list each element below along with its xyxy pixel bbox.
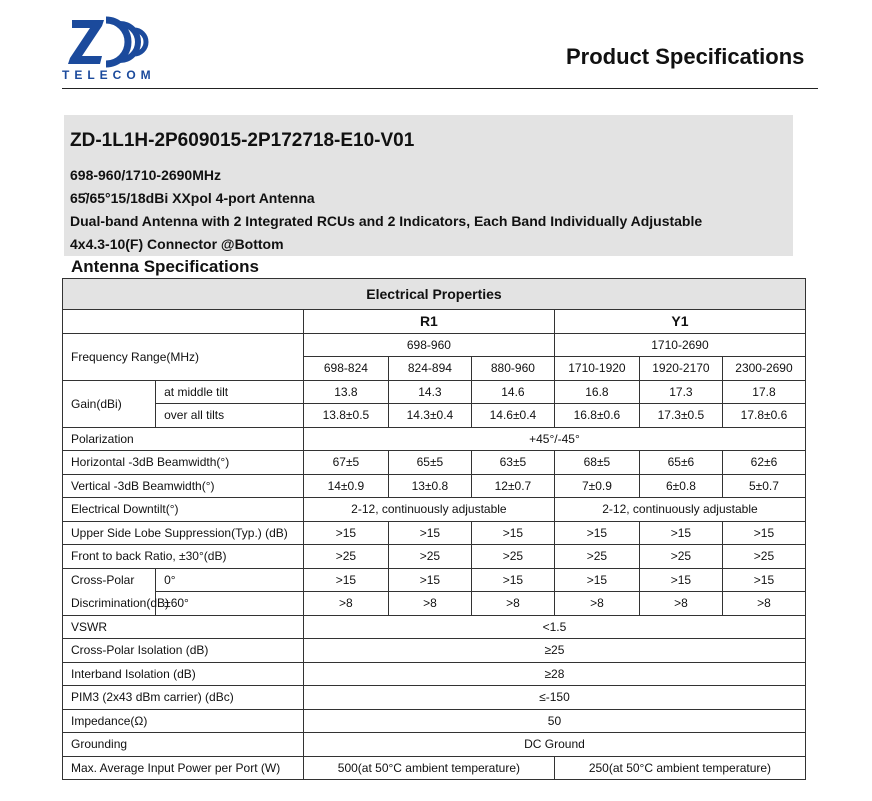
xpd-angle-60: ±60° xyxy=(156,592,304,616)
usls-value: >15 xyxy=(554,521,639,545)
gain-value: 14.3±0.4 xyxy=(388,404,471,428)
downtilt-y1: 2-12, continuously adjustable xyxy=(554,498,805,522)
r1-range: 698-960 xyxy=(303,333,554,357)
xpd-value: >8 xyxy=(388,592,471,616)
electrical-properties-table xyxy=(62,278,806,780)
y1-range: 1710-2690 xyxy=(554,333,805,357)
power-label: Max. Average Input Power per Port (W) xyxy=(63,756,304,780)
sub-band: 880-960 xyxy=(471,357,554,381)
gain-value: 14.6 xyxy=(471,380,554,404)
vbw-value: 5±0.7 xyxy=(722,474,805,498)
band-header-empty xyxy=(63,310,304,334)
hbw-value: 65±6 xyxy=(639,451,722,475)
impedance-label: Impedance(Ω) xyxy=(63,709,304,733)
gain-value: 16.8±0.6 xyxy=(554,404,639,428)
gain-value: 17.8±0.6 xyxy=(722,404,805,428)
model-number: ZD-1L1H-2P609015-2P172718-E10-V01 xyxy=(70,130,415,151)
usls-value: >15 xyxy=(471,521,554,545)
vbw-value: 12±0.7 xyxy=(471,474,554,498)
interband-label: Interband Isolation (dB) xyxy=(63,662,304,686)
vbw-value: 13±0.8 xyxy=(388,474,471,498)
vbw-value: 14±0.9 xyxy=(303,474,388,498)
impedance-value: 50 xyxy=(303,709,805,733)
sub-band: 824-894 xyxy=(388,357,471,381)
table-title: Electrical Properties xyxy=(63,279,806,310)
sub-band: 698-824 xyxy=(303,357,388,381)
power-y1: 250(at 50°C ambient temperature) xyxy=(554,756,805,780)
ftb-value: >25 xyxy=(554,545,639,569)
interband-value: ≥28 xyxy=(303,662,805,686)
document-title: Product Specifications xyxy=(566,44,805,69)
pim-value: ≤-150 xyxy=(303,686,805,710)
gain-value: 14.6±0.4 xyxy=(471,404,554,428)
xpd-value: >8 xyxy=(639,592,722,616)
xpd-value: >8 xyxy=(722,592,805,616)
xpd-label-1: Cross-Polar xyxy=(63,568,156,592)
gain-value: 13.8 xyxy=(303,380,388,404)
polarization-label: Polarization xyxy=(63,427,304,451)
hbw-value: 62±6 xyxy=(722,451,805,475)
usls-value: >15 xyxy=(722,521,805,545)
xpd-value: >8 xyxy=(554,592,639,616)
power-r1: 500(at 50°C ambient temperature) xyxy=(303,756,554,780)
xpd-value: >8 xyxy=(471,592,554,616)
sub-band: 2300-2690 xyxy=(722,357,805,381)
xpd-value: >15 xyxy=(722,568,805,592)
vswr-label: VSWR xyxy=(63,615,304,639)
gain-value: 17.8 xyxy=(722,380,805,404)
gain-value: 17.3±0.5 xyxy=(639,404,722,428)
downtilt-label: Electrical Downtilt(°) xyxy=(63,498,304,522)
usls-value: >15 xyxy=(639,521,722,545)
grounding-value: DC Ground xyxy=(303,733,805,757)
xpd-angle-0: 0° xyxy=(156,568,304,592)
xpi-value: ≥25 xyxy=(303,639,805,663)
description-line: Dual-band Antenna with 2 Integrated RCUs and 2 Indicators, Each Band Individually Adjustable xyxy=(70,213,703,229)
xpi-label: Cross-Polar Isolation (dB) xyxy=(63,639,304,663)
vbw-value: 6±0.8 xyxy=(639,474,722,498)
hbw-value: 65±5 xyxy=(388,451,471,475)
xpd-value: >15 xyxy=(639,568,722,592)
vbw-value: 7±0.9 xyxy=(554,474,639,498)
gain-line: 65̂/65°15/18dBi XXpol 4-port Antenna xyxy=(70,190,315,206)
gain-value: 17.3 xyxy=(639,380,722,404)
band-r1: R1 xyxy=(303,310,554,334)
section-title: Antenna Specifications xyxy=(71,257,259,276)
freq-range-label: Frequency Range(MHz) xyxy=(63,333,304,380)
ftb-value: >25 xyxy=(303,545,388,569)
ftb-value: >25 xyxy=(722,545,805,569)
gain-value: 13.8±0.5 xyxy=(303,404,388,428)
vbw-label: Vertical -3dB Beamwidth(°) xyxy=(63,474,304,498)
xpd-label-2: Discrimination(dB) xyxy=(63,592,156,616)
xpd-value: >15 xyxy=(554,568,639,592)
logo-text: TELECOM xyxy=(62,68,156,82)
downtilt-r1: 2-12, continuously adjustable xyxy=(303,498,554,522)
vswr-value: <1.5 xyxy=(303,615,805,639)
gain-value: 14.3 xyxy=(388,380,471,404)
usls-value: >15 xyxy=(303,521,388,545)
connector-line: 4x4.3-10(F) Connector @Bottom xyxy=(70,236,284,252)
hbw-value: 67±5 xyxy=(303,451,388,475)
polarization-value: +45°/-45° xyxy=(303,427,805,451)
gain-all-label: over all tilts xyxy=(156,404,304,428)
gain-label: Gain(dBi) xyxy=(63,380,156,427)
band-y1: Y1 xyxy=(554,310,805,334)
frequency-line: 698-960/1710-2690MHz xyxy=(70,167,221,183)
gain-value: 16.8 xyxy=(554,380,639,404)
xpd-value: >15 xyxy=(471,568,554,592)
pim-label: PIM3 (2x43 dBm carrier) (dBc) xyxy=(63,686,304,710)
usls-value: >15 xyxy=(388,521,471,545)
usls-label: Upper Side Lobe Suppression(Typ.) (dB) xyxy=(63,521,304,545)
sub-band: 1710-1920 xyxy=(554,357,639,381)
hbw-label: Horizontal -3dB Beamwidth(°) xyxy=(63,451,304,475)
gain-middle-label: at middle tilt xyxy=(156,380,304,404)
hbw-value: 63±5 xyxy=(471,451,554,475)
ftb-value: >25 xyxy=(639,545,722,569)
ftb-value: >25 xyxy=(388,545,471,569)
grounding-label: Grounding xyxy=(63,733,304,757)
xpd-value: >15 xyxy=(388,568,471,592)
xpd-value: >8 xyxy=(303,592,388,616)
xpd-value: >15 xyxy=(303,568,388,592)
header-divider xyxy=(62,88,818,89)
ftb-label: Front to back Ratio, ±30°(dB) xyxy=(63,545,304,569)
sub-band: 1920-2170 xyxy=(639,357,722,381)
hbw-value: 68±5 xyxy=(554,451,639,475)
ftb-value: >25 xyxy=(471,545,554,569)
